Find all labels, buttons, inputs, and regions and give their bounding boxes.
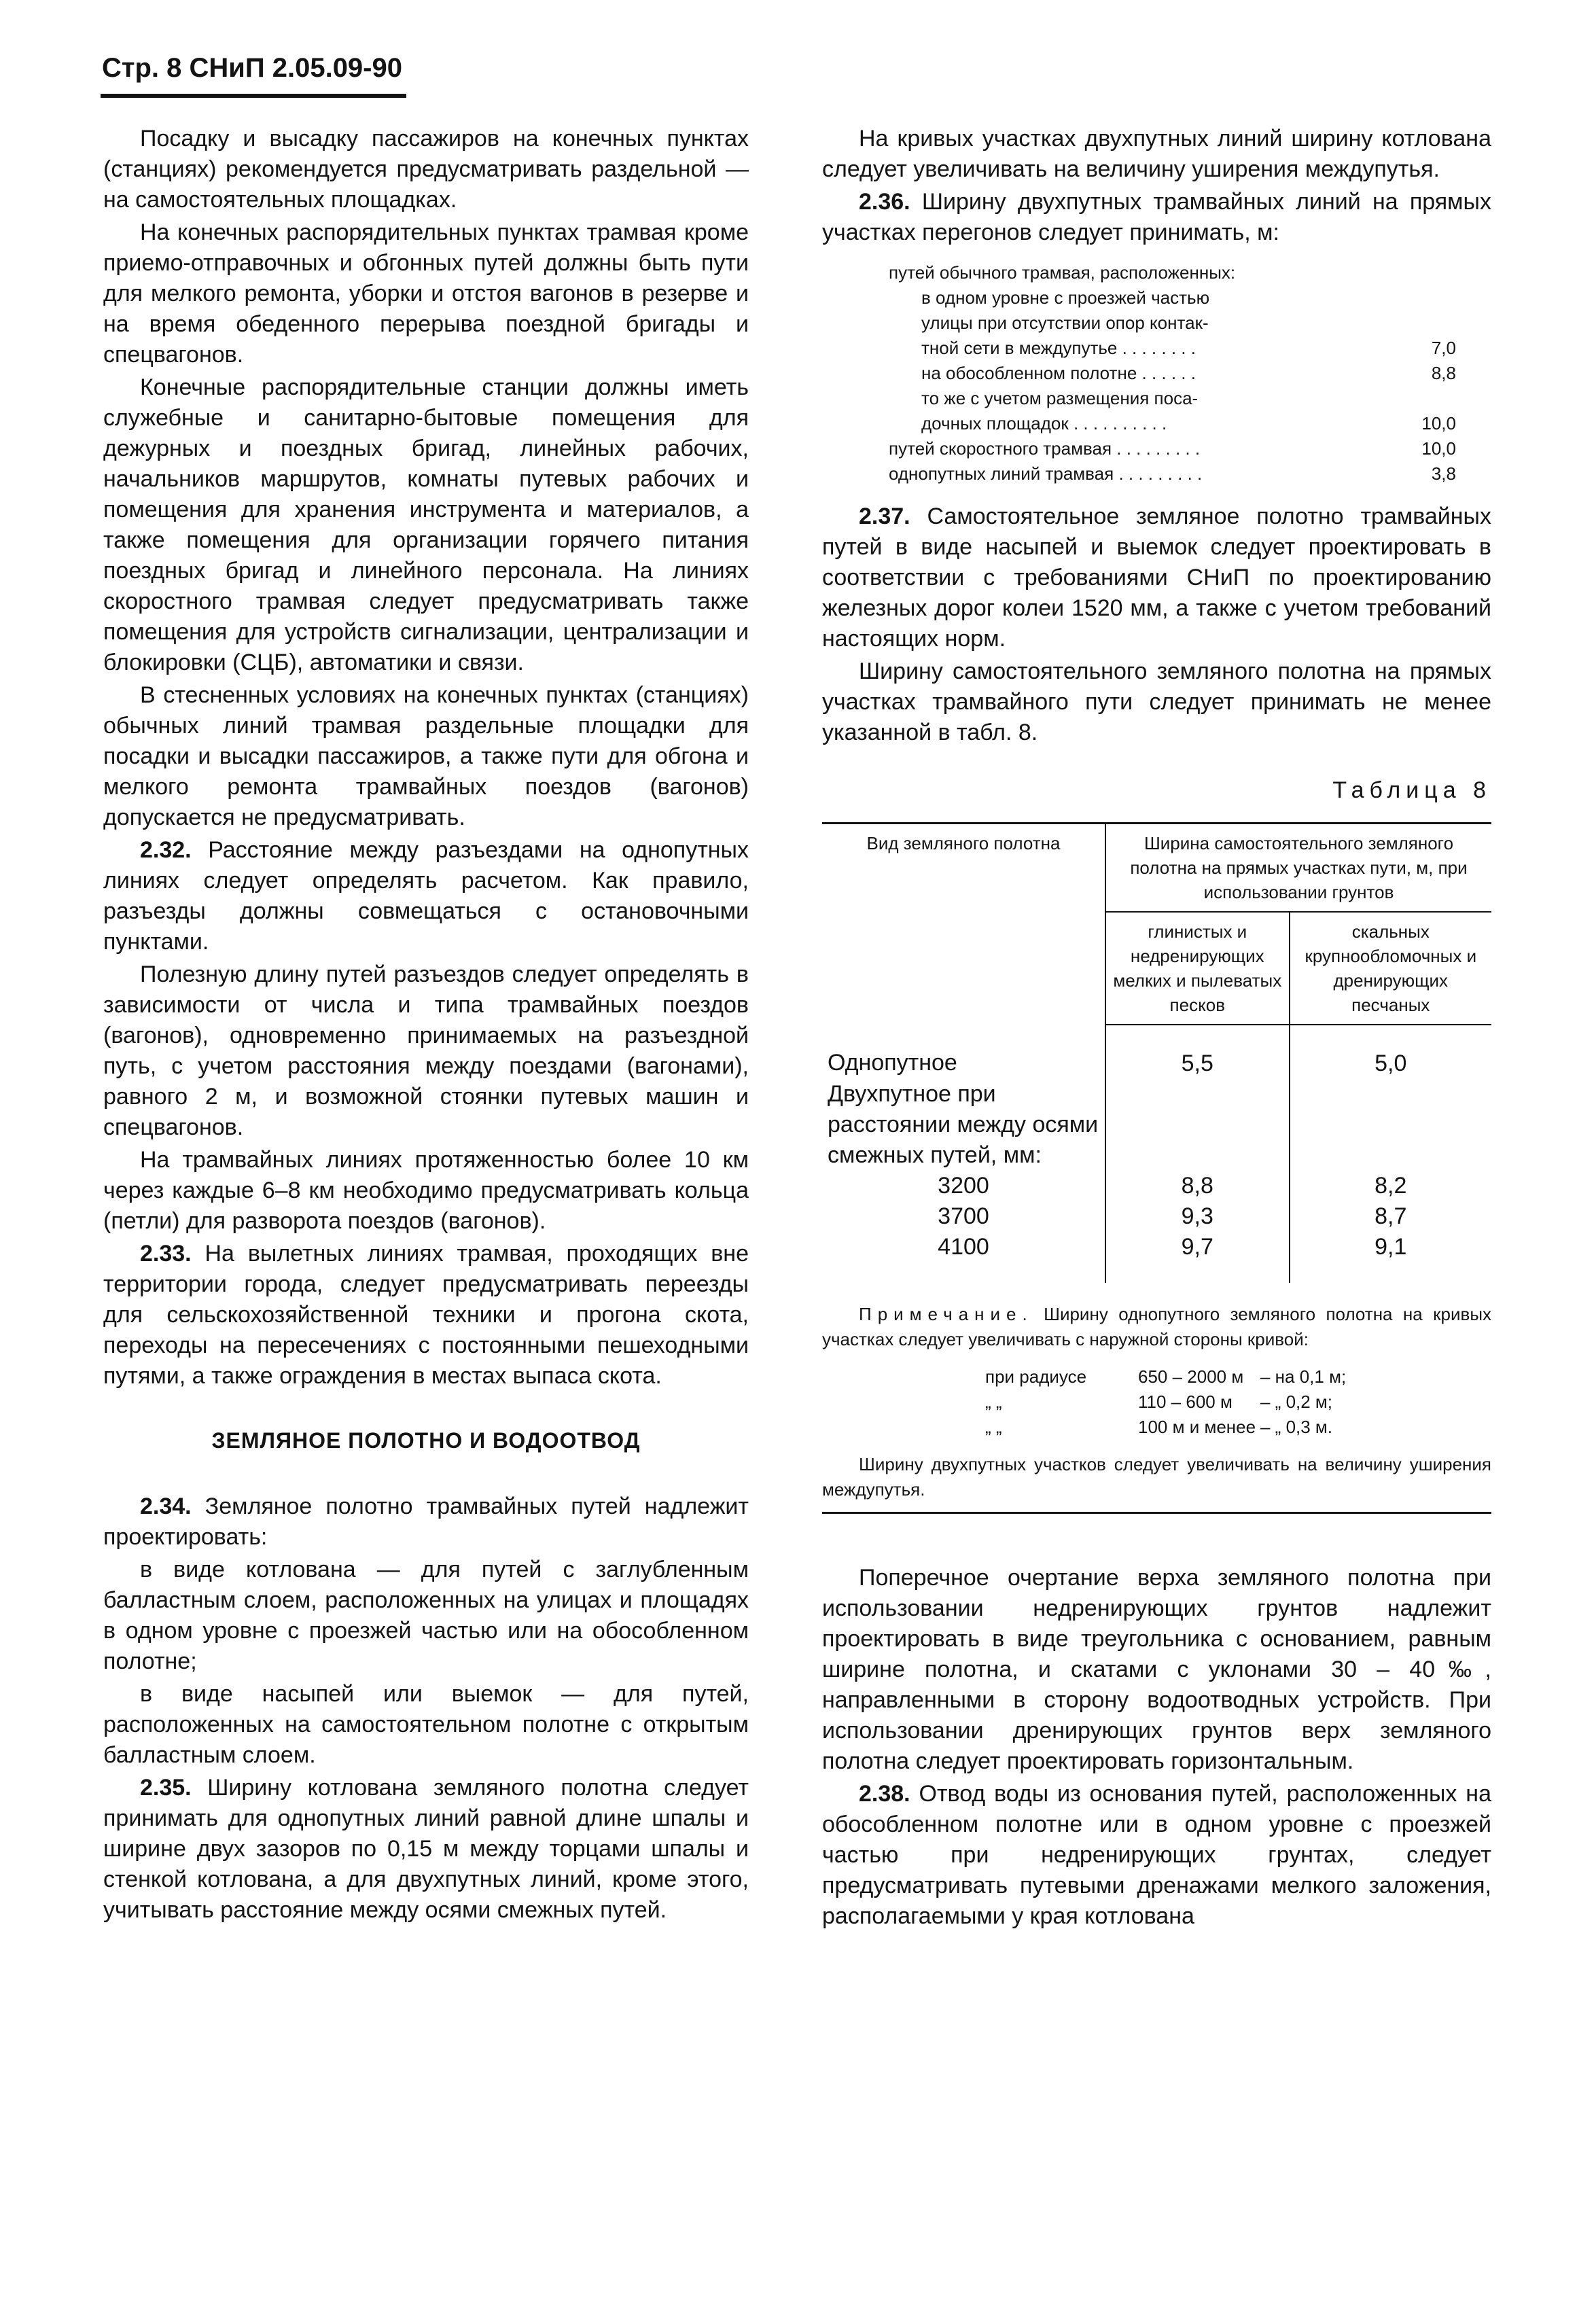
table-note bbox=[822, 1302, 1491, 1352]
paragraph: Посадку и высадку пассажиров на конечных пунктах (станциях) рекомендуется предусматривать раздельной — на самостоятельных площадках. bbox=[103, 126, 749, 213]
note-text: Ширину однопутного земляного полотна на кривых участках следует увеличивать с наружной стороны кривой: bbox=[822, 1304, 1491, 1349]
width-list-value: 10,0 bbox=[1421, 438, 1456, 459]
table-header-width: Ширина самостоятельного земляного полотна на прямых участках пути, м, при использовании грунтов bbox=[1105, 824, 1491, 913]
clause-text: Ширину двухпутных трамвайных линий на прямых участках перегонов следует принимать, м: bbox=[822, 189, 1491, 245]
table-cell-label: Однопутное bbox=[822, 1025, 1105, 1079]
note-radius-prefix: „ „ bbox=[985, 1392, 1002, 1412]
note-radius-range: 110 – 600 м bbox=[1138, 1392, 1233, 1412]
page-header: Стр. 8 СНиП 2.05.09-90 bbox=[102, 53, 402, 83]
table-cell-value: 9,7 bbox=[1105, 1232, 1290, 1283]
paragraph: Полезную длину путей разъездов следует определять в зависимости от числа и типа трамвайных поездов (вагонов), одновременно принимаемых на разъездной путь, с учетом расстояния между поездами (вагонами), равного 2 м, и возможной стоянки путевых машин и спецвагонов. bbox=[103, 961, 749, 1140]
note-radius-range: 650 – 2000 м bbox=[1138, 1366, 1244, 1387]
clause-number: 2.37. bbox=[859, 503, 910, 529]
clause-2-34 bbox=[103, 1491, 749, 1553]
table-subheader-rock: скальных крупнообломочных и дренирующих песчаных bbox=[1290, 912, 1491, 1025]
width-list-label: тной сети в междупутье . . . . . . . . bbox=[921, 338, 1196, 358]
width-list-value bbox=[1388, 260, 1456, 285]
clause-text: Ширину котлована земляного полотна следует принимать для однопутных линий равной длине шпалы и ширине двух зазоров по 0,15 м между торцами шпалы и стенкой котлована, а для двухпутных линий, кроме этого, учитывать расстояние между осями смежных путей. bbox=[103, 1775, 749, 1923]
clause-text: Расстояние между разъездами на однопутных линиях следует определять расчетом. Как правило, разъезды должны совмещаться с остановочными пунктами. bbox=[103, 837, 749, 955]
note-radius-line bbox=[985, 1415, 1491, 1440]
table-cell-label: Двухпутное при расстоянии между осями смежных путей, мм: bbox=[822, 1079, 1105, 1171]
clause-text: Земляное полотно трамвайных путей надлежит проектировать: bbox=[103, 1493, 749, 1550]
table-cell-value: 9,1 bbox=[1375, 1234, 1407, 1260]
clause-2-36 bbox=[822, 187, 1491, 248]
right-column bbox=[822, 124, 1491, 1934]
width-list-value: 10,0 bbox=[1421, 413, 1456, 434]
note-radius-prefix: „ „ bbox=[985, 1417, 1002, 1437]
table-cell-value: 8,2 bbox=[1375, 1173, 1407, 1199]
section-heading: ЗЕМЛЯНОЕ ПОЛОТНО И ВОДООТВОД bbox=[211, 1428, 641, 1453]
paragraph: В стесненных условиях на конечных пунктах (станциях) обычных линий трамвая раздельные площадки для посадки и высадки пассажиров, а также пути для обгона и мелкого ремонта трамвайных поездов (вагонов) допускается не предусматривать. bbox=[103, 682, 749, 830]
table-cell-value: 9,3 bbox=[1105, 1201, 1290, 1232]
clause-text: Отвод воды из основания путей, расположенных на обособленном полотне или в одном уровне с проезжей частью при недренирующих грунтах, следует предусматривать путевыми дренажами мелкого заложения, располагаемыми у края котлована bbox=[822, 1781, 1491, 1929]
clause-2-35 bbox=[103, 1773, 749, 1926]
paragraph: На трамвайных линиях протяженностью более 10 км через каждые 6–8 км необходимо предусматривать кольца (петли) для разворота поездов (вагонов). bbox=[103, 1147, 749, 1234]
note-label: Примечание. bbox=[859, 1304, 1033, 1324]
paragraph: На конечных распорядительных пунктах трамвая кроме приемо-отправочных и обгонных путей должны быть пути для мелкого ремонта, уборки и отстоя вагонов в резерве и на время обеденного перерыва поездной бригады и спецвагонов. bbox=[103, 219, 749, 368]
width-list-row bbox=[822, 436, 1456, 461]
table-cell-value bbox=[1105, 1079, 1290, 1171]
width-list-label: то же с учетом размещения поса- bbox=[921, 388, 1199, 408]
clause-text: Самостоятельное земляное полотно трамвайных путей в виде насыпей и выемок следует проектировать в соответствии с требованиями СНиП по проектированию железных дорог колеи 1520 мм, а также с учетом требований настоящих норм. bbox=[822, 503, 1491, 652]
left-column bbox=[103, 124, 749, 1928]
width-list-row bbox=[822, 260, 1456, 285]
table-subheader-clay: глинистых и недренирующих мелких и пылеватых песков bbox=[1105, 912, 1290, 1025]
table-row bbox=[822, 1079, 1491, 1171]
clause-number: 2.33. bbox=[140, 1241, 192, 1267]
width-list-label: путей обычного трамвая, расположенных: bbox=[889, 262, 1236, 283]
note-radius-range: 100 м и менее bbox=[1138, 1417, 1256, 1437]
table-cell-label: 4100 bbox=[822, 1232, 1105, 1283]
clause-2-33 bbox=[103, 1239, 749, 1392]
width-list-label: на обособленном полотне . . . . . . bbox=[921, 363, 1196, 383]
clause-2-38 bbox=[822, 1779, 1491, 1932]
table-header-row bbox=[822, 824, 1491, 913]
width-list-value bbox=[1388, 311, 1456, 336]
width-list-label: дочных площадок . . . . . . . . . . bbox=[921, 413, 1167, 434]
note-radius-line bbox=[985, 1390, 1491, 1415]
note-radius-line bbox=[985, 1364, 1491, 1390]
table-header-type: Вид земляного полотна bbox=[822, 824, 1105, 1025]
width-list-value: 7,0 bbox=[1431, 338, 1456, 358]
table-cell-value: 5,5 bbox=[1105, 1025, 1290, 1079]
width-list-label: однопутных линий трамвая . . . . . . . . . bbox=[889, 463, 1203, 484]
width-list-row bbox=[822, 461, 1456, 487]
table-cell-label: 3200 bbox=[822, 1171, 1105, 1201]
width-list bbox=[822, 260, 1491, 487]
width-list-label: улицы при отсутствии опор контак- bbox=[921, 313, 1209, 333]
table-caption: Таблица 8 bbox=[1332, 777, 1491, 803]
width-list-row bbox=[822, 285, 1456, 311]
paragraph: Конечные распорядительные станции должны иметь служебные и санитарно-бытовые помещения для дежурных и поездных бригад, линейных рабочих, начальников маршрутов, комнаты путевых рабочих и помещения для хранения инструмента и материалов, а также помещения для организации горячего питания поездных бригад и линейного персонала. На линиях скоростного трамвая следует предусматривать также помещения для устройств сигнализации, централизации и блокировки (СЦБ), автоматики и связи. bbox=[103, 374, 749, 675]
paragraph: На кривых участках двухпутных линий ширину котлована следует увеличивать на величину уширения междупутья. bbox=[822, 126, 1491, 182]
paragraph: в виде котлована — для путей с заглубленным балластным слоем, расположенных на улицах и площадях в одном уровне с проезжей частью или на обособленном полотне; bbox=[103, 1557, 749, 1674]
width-list-row bbox=[822, 336, 1456, 361]
width-list-label: путей скоростного трамвая . . . . . . . . . bbox=[889, 438, 1201, 459]
width-list-value: 3,8 bbox=[1431, 463, 1456, 484]
note-radius-increase: – на 0,1 м; bbox=[1260, 1366, 1347, 1387]
width-list-row bbox=[822, 311, 1456, 336]
table-row bbox=[822, 1232, 1491, 1283]
width-list-value bbox=[1388, 285, 1456, 311]
paragraph: Ширину самостоятельного земляного полотна на прямых участках трамвайного пути следует принимать не менее указанной в табл. 8. bbox=[822, 658, 1491, 745]
clause-number: 2.36. bbox=[859, 189, 910, 215]
table-cell-value: 8,7 bbox=[1375, 1203, 1407, 1229]
table-row bbox=[822, 1171, 1491, 1201]
note-radius-increase: – „ 0,3 м. bbox=[1260, 1417, 1333, 1437]
table-row bbox=[822, 1025, 1491, 1079]
note-end: Ширину двухпутных участков следует увеличивать на величину уширения междупутья. bbox=[822, 1454, 1491, 1500]
note-radius-list bbox=[985, 1364, 1491, 1440]
paragraph: Поперечное очертание верха земляного полотна при использовании недренирующих грунтов надлежит проектировать в виде треугольника с основанием, равным ширине полотна, и скатами с уклонами 30 – 40‰, направленными в сторону водоотводных устройств. При использовании дренирующих грунтов верх земляного полотна следует проектировать горизонтальным. bbox=[822, 1565, 1491, 1774]
width-list-label: в одном уровне с проезжей частью bbox=[921, 287, 1210, 308]
note-radius-prefix: при радиусе bbox=[985, 1366, 1087, 1387]
clause-number: 2.38. bbox=[859, 1781, 910, 1807]
clause-number: 2.34. bbox=[140, 1493, 192, 1519]
table-cell-label: 3700 bbox=[822, 1201, 1105, 1232]
table-row bbox=[822, 1201, 1491, 1232]
table-cell-value: 8,8 bbox=[1105, 1171, 1290, 1201]
clause-text: На вылетных линиях трамвая, проходящих вне территории города, следует предусматривать переезды для сельскохозяйственной техники и прогона скота, переходы на пересечениях с постоянными пешеходными путями, а также ограждения в местах выпаса скота. bbox=[103, 1241, 749, 1389]
table-cell-value: 5,0 bbox=[1375, 1050, 1407, 1076]
table-cell-value bbox=[1290, 1079, 1491, 1171]
table-bottom-rule bbox=[822, 1512, 1491, 1514]
width-list-row bbox=[822, 361, 1456, 386]
clause-number: 2.32. bbox=[140, 837, 192, 863]
clause-number: 2.35. bbox=[140, 1775, 192, 1801]
note-radius-increase: – „ 0,2 м; bbox=[1260, 1392, 1333, 1412]
header-rule bbox=[101, 94, 406, 98]
paragraph: в виде насыпей или выемок — для путей, расположенных на самостоятельном полотне с открытым балластным слоем. bbox=[103, 1681, 749, 1768]
table-8 bbox=[822, 822, 1491, 1283]
clause-2-32 bbox=[103, 835, 749, 957]
width-list-value: 8,8 bbox=[1431, 363, 1456, 383]
width-list-row bbox=[822, 411, 1456, 436]
width-list-row bbox=[822, 386, 1456, 411]
clause-2-37 bbox=[822, 501, 1491, 654]
width-list-value bbox=[1388, 386, 1456, 411]
